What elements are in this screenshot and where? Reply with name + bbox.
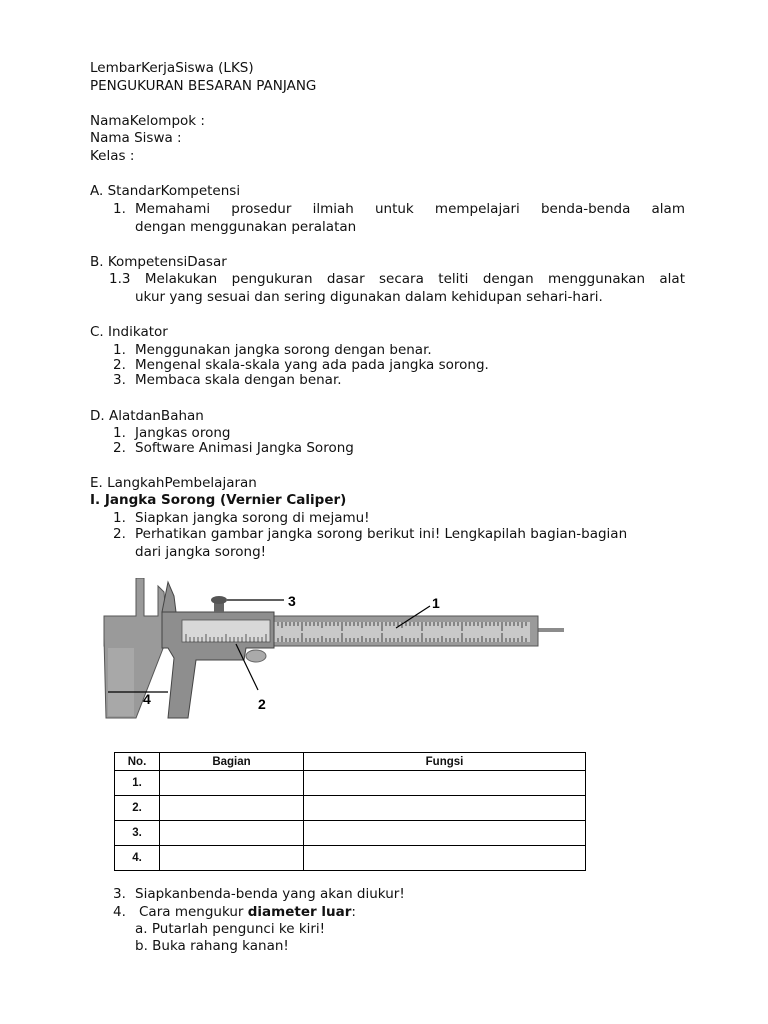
vernier-caliper-figure <box>96 578 572 720</box>
column-header-no: No. <box>115 753 160 771</box>
step-text: Siapkan jangka sorong di mejamu! <box>135 510 370 526</box>
item-text: Software Animasi Jangka Sorong <box>135 440 354 456</box>
group-name-label: NamaKelompok : <box>90 113 205 129</box>
table-row <box>115 796 586 821</box>
step-2-cont: dari jangka sorong! <box>135 544 267 560</box>
step-1 <box>113 510 370 527</box>
table-row <box>115 821 586 846</box>
step-4 <box>113 904 356 921</box>
step-text: Cara mengukur <box>139 904 248 920</box>
step-text-bold: diameter luar <box>247 904 352 920</box>
step-2 <box>113 526 627 543</box>
step-text: Siapkanbenda-benda yang akan diukur! <box>135 886 405 902</box>
section-d-heading: D. AlatdanBahan <box>90 408 204 424</box>
row-number: 1. <box>115 771 160 796</box>
item-number: 2. <box>113 357 126 373</box>
depth-rod <box>536 628 564 632</box>
row-number: 4. <box>115 846 160 871</box>
section-e-subheading: I. Jangka Sorong (Vernier Caliper) <box>90 492 347 508</box>
label-4: 4 <box>143 691 151 707</box>
student-name-label: Nama Siswa : <box>90 130 182 146</box>
fungsi-cell[interactable] <box>304 796 586 821</box>
thumb-roller <box>246 650 266 662</box>
fungsi-cell[interactable] <box>304 846 586 871</box>
item-number: 1. <box>113 425 126 441</box>
fungsi-cell[interactable] <box>304 771 586 796</box>
row-number: 2. <box>115 796 160 821</box>
fixed-jaw-lower <box>108 648 134 716</box>
item-number: 1. <box>113 342 126 358</box>
step-number: 4. <box>113 904 126 920</box>
section-a-heading: A. StandarKompetensi <box>90 183 241 199</box>
item-number: 2. <box>113 440 126 456</box>
bagian-cell[interactable] <box>160 846 304 871</box>
section-b-heading: B. KompetensiDasar <box>90 254 227 270</box>
table-row <box>115 846 586 871</box>
step-text-end: : <box>351 904 356 920</box>
section-b-text: 1.3 Melakukan pengukuran dasar secara teliti dengan menggunakan alat <box>109 271 685 287</box>
label-3: 3 <box>288 593 296 609</box>
section-e-heading: E. LangkahPembelajaran <box>90 475 257 491</box>
parts-table <box>114 752 586 871</box>
label-1: 1 <box>432 595 440 611</box>
fungsi-cell[interactable] <box>304 821 586 846</box>
step-3 <box>113 886 405 903</box>
item-number: 3. <box>113 372 126 388</box>
section-c-item-3 <box>113 372 342 389</box>
step-number: 3. <box>113 886 126 902</box>
item-text: Menggunakan jangka sorong dengan benar. <box>135 342 432 358</box>
step-4-sub-b: b. Buka rahang kanan! <box>135 938 289 954</box>
worksheet-subtitle: PENGUKURAN BESARAN PANJANG <box>90 78 317 94</box>
section-d-item-2 <box>113 440 354 457</box>
bagian-cell[interactable] <box>160 796 304 821</box>
class-label: Kelas : <box>90 148 135 164</box>
item-text: Membaca skala dengan benar. <box>135 372 342 388</box>
row-number: 3. <box>115 821 160 846</box>
table-header-row <box>115 753 586 771</box>
section-c-heading: C. Indikator <box>90 324 168 340</box>
locking-screw-head <box>211 596 227 604</box>
step-text: Perhatikan gambar jangka sorong berikut ini! Lengkapilah bagian-bagian <box>135 526 628 542</box>
label-2: 2 <box>258 696 266 712</box>
bagian-cell[interactable] <box>160 771 304 796</box>
column-header-fungsi: Fungsi <box>304 753 586 771</box>
step-number: 2. <box>113 526 126 542</box>
section-a-item-num: 1. <box>113 201 126 217</box>
step-4-sub-a: a. Putarlah pengunci ke kiri! <box>135 921 326 937</box>
section-a-item-text-cont: dengan menggunakan peralatan <box>135 219 357 235</box>
section-b-text-cont: ukur yang sesuai dan sering digunakan dalam kehidupan sehari-hari. <box>135 289 603 305</box>
section-a-item-text: Memahami prosedur ilmiah untuk mempelajari benda-benda alam <box>135 201 685 217</box>
item-text: Jangkas orong <box>135 425 231 441</box>
step-number: 1. <box>113 510 126 526</box>
column-header-bagian: Bagian <box>160 753 304 771</box>
bagian-cell[interactable] <box>160 821 304 846</box>
item-text: Mengenal skala-skala yang ada pada jangka sorong. <box>135 357 489 373</box>
worksheet-title: LembarKerjaSiswa (LKS) <box>90 60 254 76</box>
table-row <box>115 771 586 796</box>
